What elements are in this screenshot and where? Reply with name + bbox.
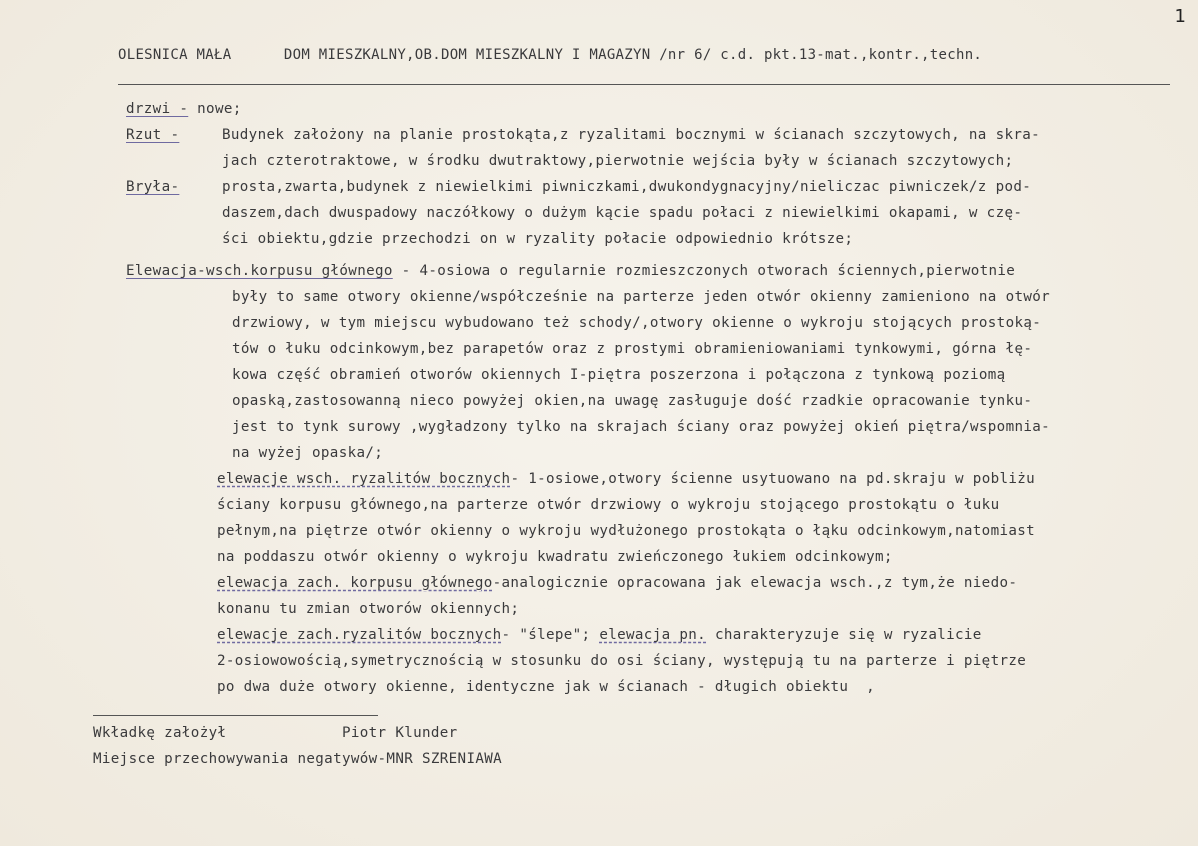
bryla-label bbox=[126, 178, 179, 196]
korpus-zach-text-1: -analogicznie opracowana jak elewacja wsch.,z tym,że niedo- bbox=[492, 575, 1018, 591]
bryla-line-1: prosta,zwarta,budynek z niewielkimi piwniczkami,dwukondygnacyjny/nieliczac piwniczek/z pod- bbox=[222, 179, 1032, 195]
header-title: DOM MIESZKALNY,OB.DOM MIESZKALNY I MAGAZYN /nr 6/ c.d. pkt.13-mat.,kontr.,techn. bbox=[283, 47, 983, 63]
ryzality-wsch-line-3: pełnym,na piętrze otwór okienny o wykroju wydłużonego prostokąta o łąku odcinkowym,natomiast bbox=[217, 523, 1036, 539]
elewacja-line-6: opaską,zastosowanną nieco powyżej okien,na uwagę zasługuje dość rzadkie opracowanie tynku- bbox=[232, 393, 1033, 409]
ryzality-zach-text: - "ślepe"; bbox=[501, 627, 600, 643]
elewacja-text-1: - 4-osiowa o regularnie rozmieszczonych otworach ściennych,pierwotnie bbox=[392, 263, 1016, 279]
rzut-line-1: Budynek założony na planie prostokąta,z ryzalitami bocznymi w ścianach szczytowych, na skra- bbox=[222, 127, 1041, 143]
elewacja-pn-heading: elewacja pn. bbox=[599, 627, 707, 643]
korpus-zach-line-2: konanu tu zmian otworów okiennych; bbox=[217, 601, 520, 617]
korpus-zach-line-1 bbox=[217, 574, 1017, 592]
header bbox=[118, 47, 1178, 63]
ryzality-zach-line-1 bbox=[217, 626, 982, 644]
ryzality-wsch-heading: elewacje wsch. ryzalitów bocznych bbox=[217, 471, 511, 487]
footer-author-row bbox=[93, 724, 458, 742]
bryla-label-text: Bryła- bbox=[126, 179, 180, 195]
bryla-line-3: ści obiektu,gdzie przechodzi on w ryzality połacie odpowiednio krótsze; bbox=[222, 231, 854, 247]
elewacja-line-3: drzwiowy, w tym miejscu wybudowano też schody/,otwory okienne o wykroju stojących prostoką- bbox=[232, 315, 1042, 331]
author-name: Piotr Klunder bbox=[341, 725, 458, 741]
ryzality-zach-heading: elewacje zach.ryzalitów bocznych bbox=[217, 627, 502, 643]
header-place: OLESNICA MAŁA bbox=[118, 47, 232, 63]
korpus-zach-heading: elewacja zach. korpusu głównego bbox=[217, 575, 493, 591]
footer-storage: Miejsce przechowywania negatywów-MNR SZRENIAWA bbox=[93, 751, 503, 767]
drzwi-text: nowe; bbox=[197, 101, 242, 117]
rzut-label-text: Rzut - bbox=[126, 127, 180, 143]
elewacja-line-8: na wyżej opaska/; bbox=[232, 445, 384, 461]
footer-rule bbox=[93, 715, 378, 716]
drzwi-row bbox=[126, 100, 242, 118]
elewacja-label: Elewacja- bbox=[126, 263, 207, 279]
elewacja-pn-line-2: 2-osiowowością,symetrycznością w stosunku do osi ściany, występują tu na parterze i piętrze bbox=[217, 653, 1027, 669]
elewacja-pn-line-3: po dwa duże otwory okienne, identyczne jak w ścianach - długich obiektu , bbox=[217, 679, 875, 695]
elewacja-line-7: jest to tynk surowy ,wygładzony tylko na skrajach ściany oraz powyżej okień piętra/wspomnia- bbox=[232, 419, 1051, 435]
rzut-line-2: jach czterotraktowe, w środku dwutraktowy,pierwotnie wejścia były w ścianach szczytowych; bbox=[222, 153, 1014, 169]
bryla-line-2: daszem,dach dwuspadowy naczółkowy o dużym kącie spadu połaci z niewielkimi okapami, w czę- bbox=[222, 205, 1023, 221]
elewacja-pn-text-1: charakteryzuje się w ryzalicie bbox=[706, 627, 982, 643]
ryzality-wsch-line-1 bbox=[217, 470, 1035, 488]
elewacja-line-4: tów o łuku odcinkowym,bez parapetów oraz z prostymi obramieniowaniami tynkowymi, górna łę- bbox=[232, 341, 1033, 357]
drzwi-label: drzwi - bbox=[126, 101, 189, 117]
elewacja-line-2: były to same otwory okienne/współcześnie na parterze jeden otwór okienny zamieniono na otwór bbox=[232, 289, 1051, 305]
elewacja-line-5: kowa część obramień otworów okiennych I-piętra poszerzona i połączona z tynkową poziomą bbox=[232, 367, 1006, 383]
page-number: 1 bbox=[1174, 6, 1186, 27]
elewacja-line-1 bbox=[126, 262, 1015, 280]
ryzality-wsch-text-1: - 1-osiowe,otwory ścienne usytuowano na pd.skraju w pobliżu bbox=[510, 471, 1036, 487]
author-label: Wkładkę założył bbox=[93, 725, 227, 741]
rzut-label bbox=[126, 126, 179, 144]
elewacja-sub-wsch: wsch.korpusu głównego bbox=[206, 263, 393, 279]
ryzality-wsch-line-4: na poddaszu otwór okienny o wykroju kwadratu zwieńczonego łukiem odcinkowym; bbox=[217, 549, 893, 565]
ryzality-wsch-line-2: ściany korpusu głównego,na parterze otwór drzwiowy o wykroju stojącego prostokątu o łuku bbox=[217, 497, 1000, 513]
header-rule bbox=[118, 84, 1170, 85]
